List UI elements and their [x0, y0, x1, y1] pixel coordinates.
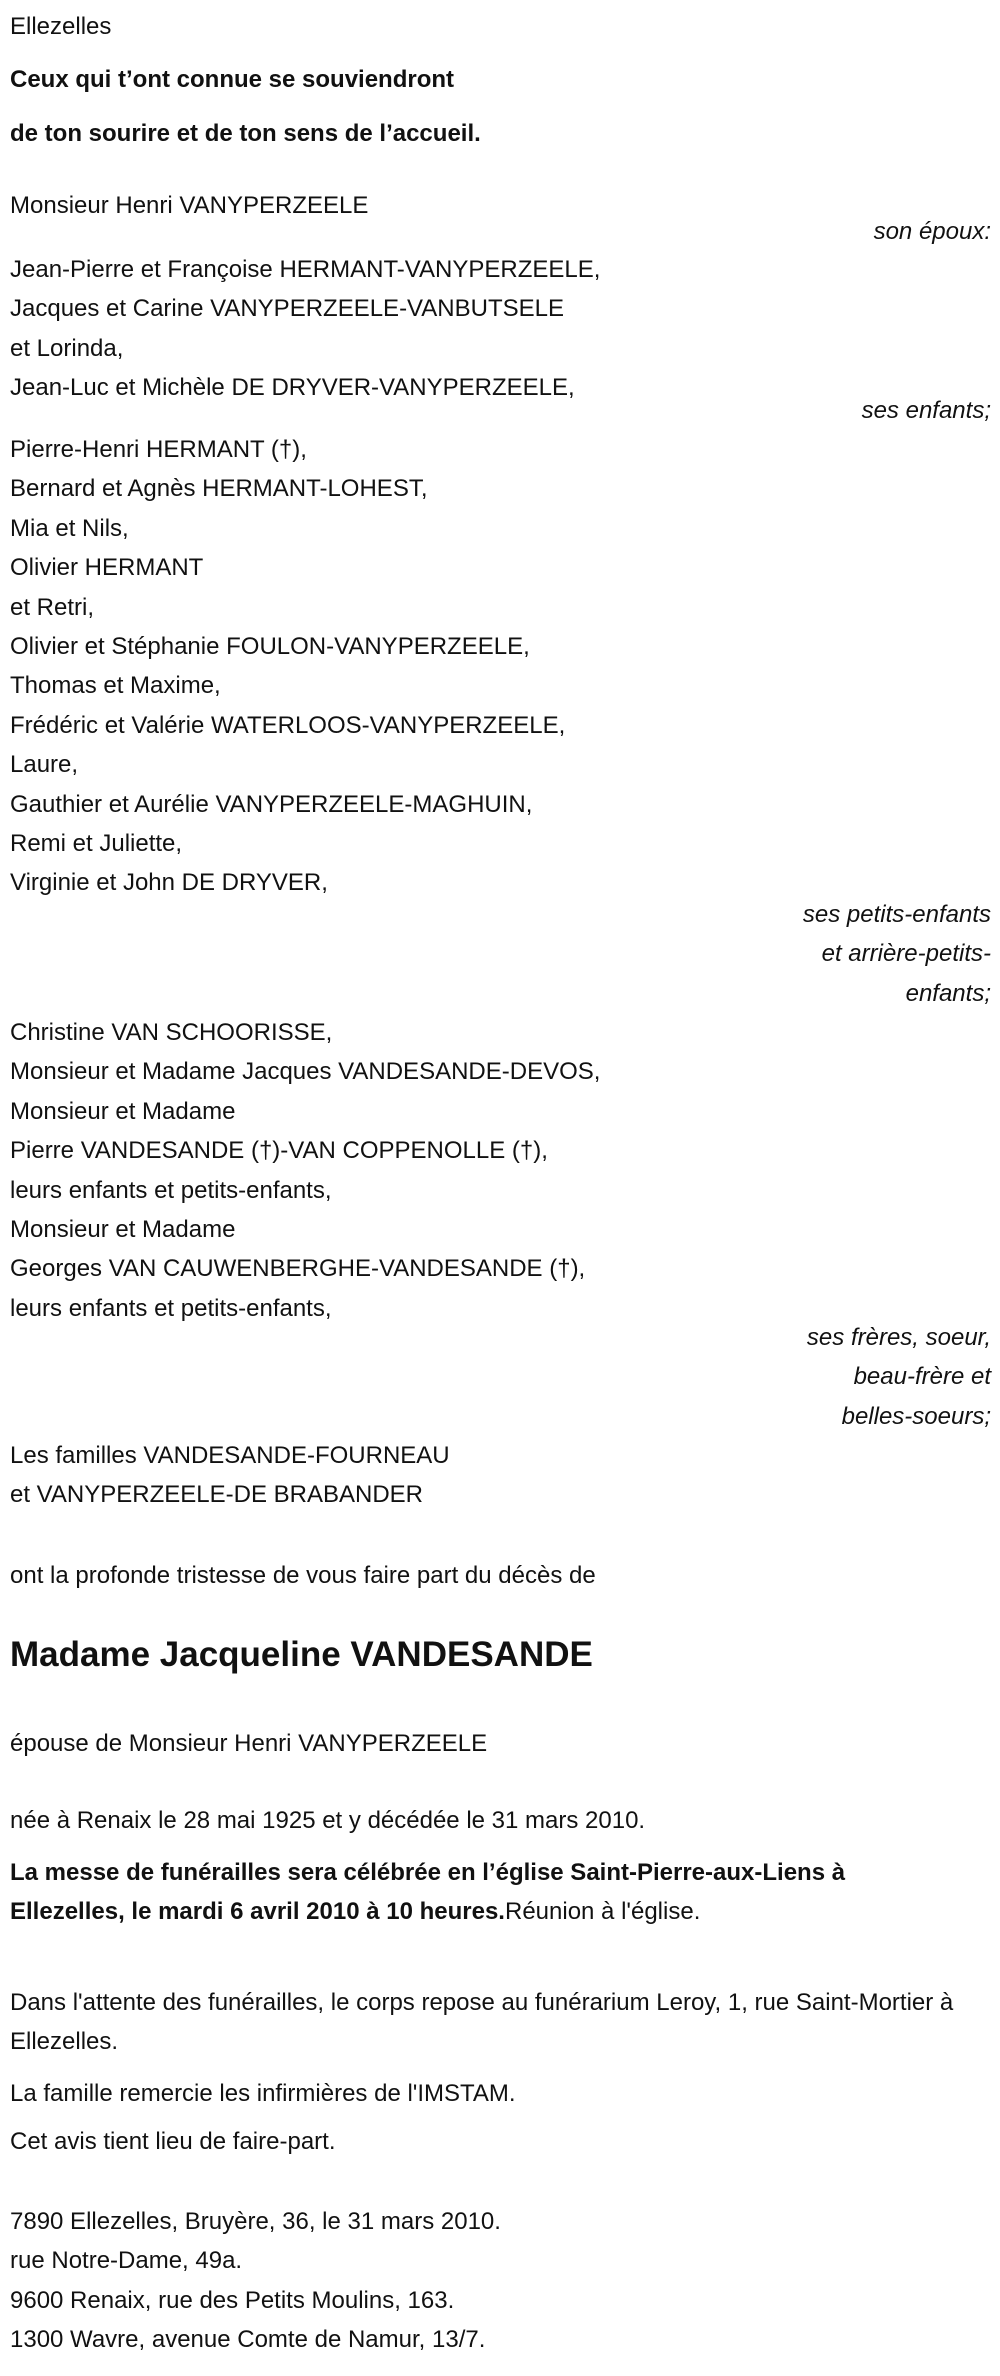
- grandchildren-line: Remi et Juliette,: [10, 830, 183, 858]
- siblings-block: [10, 1013, 991, 1328]
- announcement: [10, 1556, 991, 1595]
- deceased-name: Madame Jacqueline VANDESANDE: [10, 1635, 593, 1674]
- siblings-line: Georges VAN CAUWENBERGHE-VANDESANDE (†),: [10, 1255, 586, 1283]
- grandchildren-line: Virginie et John DE DRYVER,: [10, 869, 328, 897]
- mass-bold: La messe de funérailles sera célébrée en l’église Saint-Pierre-aux-Liens à Ellezelles, le mardi 6 avril 2010 à 10 heures.: [10, 1859, 846, 1926]
- grandchildren-line: Gauthier et Aurélie VANYPERZEELE-MAGHUIN,: [10, 790, 533, 818]
- grandchildren-label-line: ses petits-enfants: [802, 901, 991, 928]
- family-line: et VANYPERZEELE-DE BRABANDER: [10, 1481, 424, 1509]
- quote-line: de ton sourire et de ton sens de l’accueil.: [10, 120, 481, 147]
- grandchildren-line: Laure,: [10, 751, 79, 779]
- spouse-of: [10, 1724, 991, 1763]
- spouse-of-text: épouse de Monsieur Henri VANYPERZEELE: [10, 1730, 488, 1757]
- grandchildren-line: et Retri,: [10, 593, 95, 621]
- grandchildren-label: [803, 895, 991, 1013]
- grandchildren-line: Pierre-Henri HERMANT (†),: [10, 436, 307, 463]
- siblings-line: leurs enfants et petits-enfants,: [10, 1176, 332, 1204]
- quote-line: Ceux qui t’ont connue se souviendront: [10, 66, 455, 93]
- children-block: [10, 250, 991, 408]
- announcement-text: ont la profonde tristesse de vous faire part du décès de: [10, 1562, 596, 1589]
- addresses: [10, 2202, 991, 2360]
- place: [10, 7, 991, 46]
- grandchildren-block: [10, 430, 991, 903]
- children-line: Jean-Pierre et Françoise HERMANT-VANYPERZEELE,: [10, 256, 601, 283]
- siblings-line: Pierre VANDESANDE (†)-VAN COPPENOLLE (†),: [10, 1137, 548, 1165]
- siblings-label-line: beau-frère et: [853, 1363, 991, 1391]
- siblings-line: Christine VAN SCHOORISSE,: [10, 1019, 333, 1046]
- notice-text: Cet avis tient lieu de faire-part.: [10, 2128, 336, 2155]
- address-line: rue Notre-Dame, 49a.: [10, 2247, 243, 2275]
- spouse-line: Monsieur Henri VANYPERZEELE: [10, 192, 369, 219]
- funerarium-text: Dans l'attente des funérailles, le corps repose au funérarium Leroy, 1, rue Saint-Mortier à Ellezelles.: [10, 1989, 954, 2056]
- siblings-line: Monsieur et Madame Jacques VANDESANDE-DEVOS,: [10, 1058, 601, 1086]
- spouse-label-line: son époux:: [873, 218, 991, 245]
- funerarium: [10, 1983, 991, 2062]
- siblings-line: Monsieur et Madame: [10, 1216, 236, 1244]
- children-line: et Lorinda,: [10, 334, 124, 362]
- children-line: Jean-Luc et Michèle DE DRYVER-VANYPERZEELE,: [10, 374, 575, 402]
- address-line: 1300 Wavre, avenue Comte de Namur, 13/7.: [10, 2326, 486, 2354]
- family-line: Les familles VANDESANDE-FOURNEAU: [10, 1442, 450, 1469]
- spouse-block: [10, 186, 991, 225]
- mass-rest: Réunion à l'église.: [504, 1898, 701, 1926]
- siblings-label-line: ses frères, soeur,: [806, 1324, 991, 1351]
- mass-info: [10, 1853, 920, 1932]
- place-text: Ellezelles: [10, 13, 112, 40]
- grandchildren-line: Bernard et Agnès HERMANT-LOHEST,: [10, 475, 428, 503]
- address-line: 9600 Renaix, rue des Petits Moulins, 163.: [10, 2286, 455, 2314]
- quote: [10, 53, 991, 161]
- grandchildren-line: Thomas et Maxime,: [10, 672, 221, 700]
- siblings-label: [807, 1318, 991, 1436]
- spouse-label: [874, 212, 991, 251]
- born-died: [10, 1801, 991, 1840]
- grandchildren-label-line: et arrière-petits-: [821, 940, 991, 968]
- grandchildren-line: Olivier et Stéphanie FOULON-VANYPERZEELE,: [10, 633, 530, 661]
- children-label-line: ses enfants;: [861, 397, 991, 424]
- born-died-text: née à Renaix le 28 mai 1925 et y décédée le 31 mars 2010.: [10, 1807, 646, 1834]
- grandchildren-line: Olivier HERMANT: [10, 554, 204, 582]
- children-line: Jacques et Carine VANYPERZEELE-VANBUTSELE: [10, 295, 564, 323]
- grandchildren-line: Frédéric et Valérie WATERLOOS-VANYPERZEELE,: [10, 711, 566, 739]
- siblings-line: Monsieur et Madame: [10, 1097, 236, 1125]
- siblings-label-line: belles-soeurs;: [841, 1402, 991, 1430]
- children-label: [862, 391, 991, 430]
- address-line: 7890 Ellezelles, Bruyère, 36, le 31 mars 2010.: [10, 2208, 501, 2235]
- thanks-text: La famille remercie les infirmières de l'IMSTAM.: [10, 2080, 516, 2107]
- siblings-line: leurs enfants et petits-enfants,: [10, 1294, 332, 1322]
- families-block: [10, 1436, 991, 1515]
- grandchildren-line: Mia et Nils,: [10, 514, 129, 542]
- notice: [10, 2122, 991, 2161]
- grandchildren-label-line: enfants;: [905, 979, 991, 1007]
- thanks: [10, 2074, 991, 2113]
